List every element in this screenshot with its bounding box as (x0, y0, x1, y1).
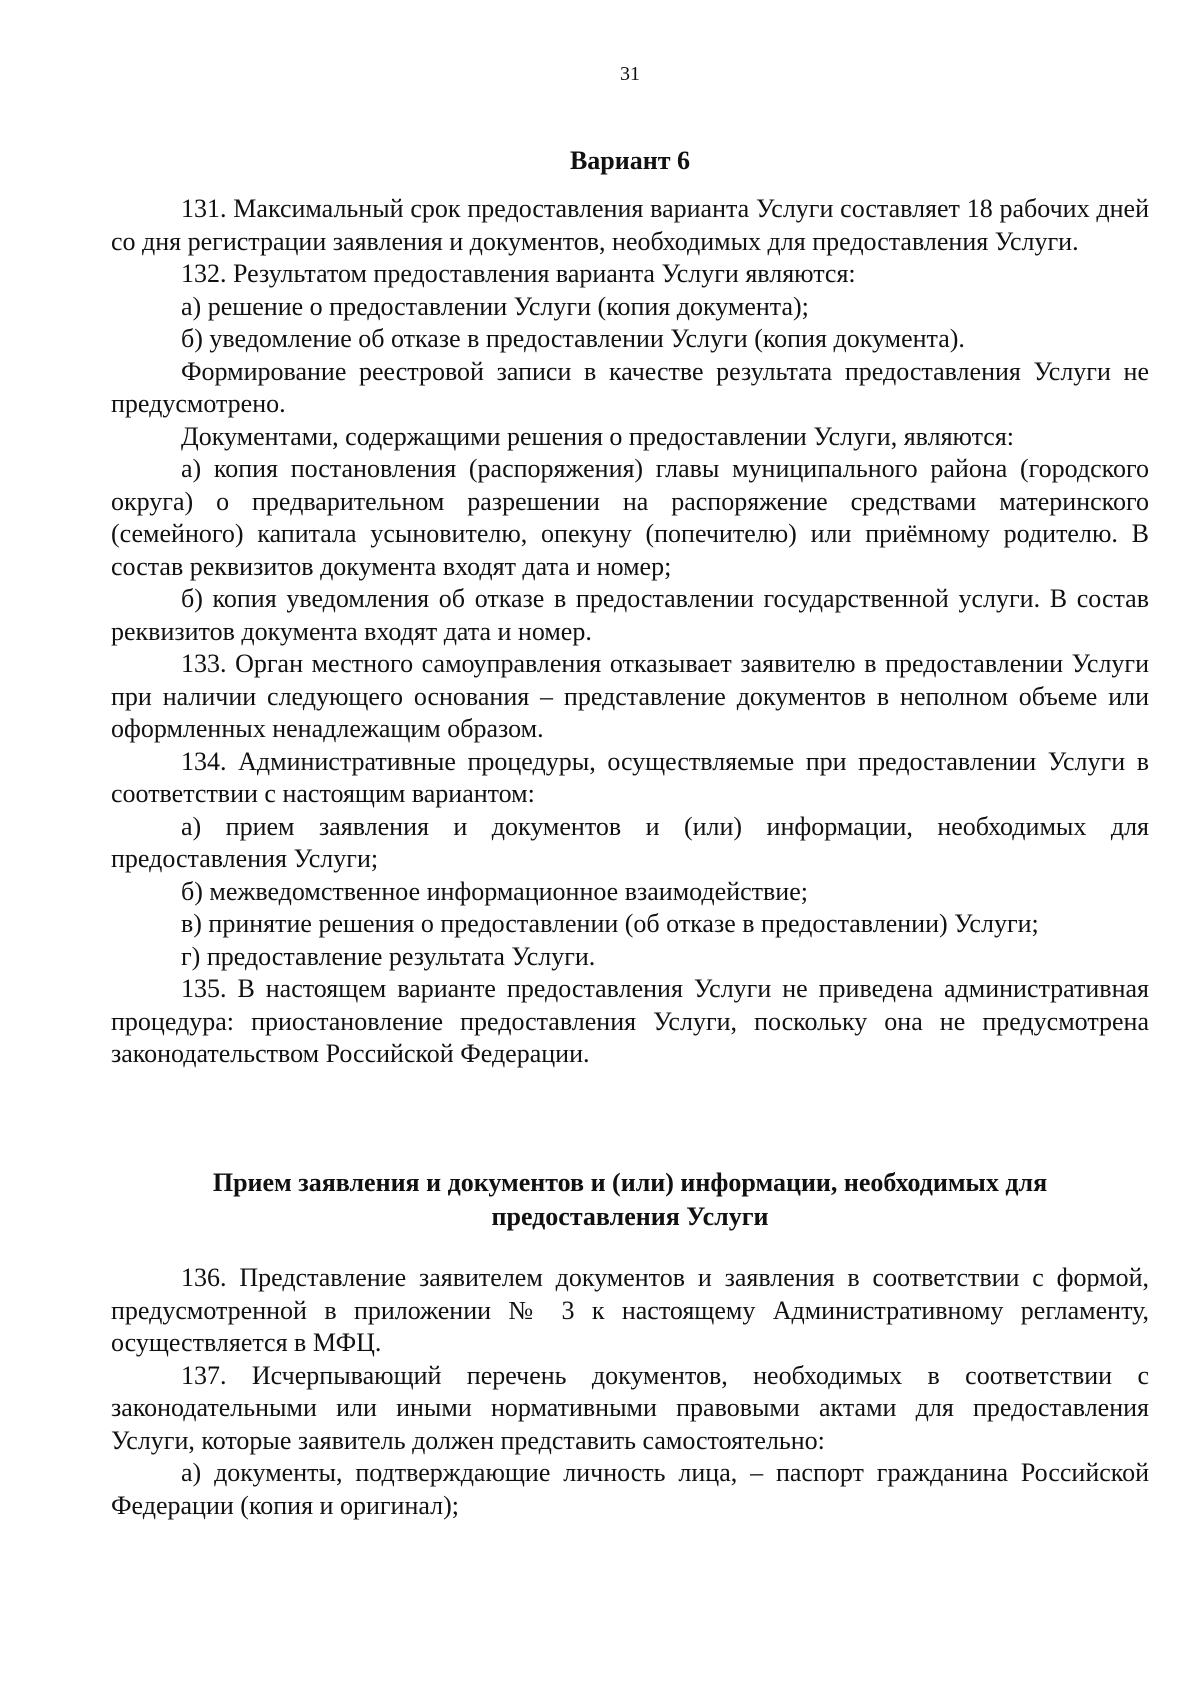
section-heading-line-1: Прием заявления и документов и (или) информации, необходимых для (212, 1168, 1048, 1197)
paragraph-134: 134. Административные процедуры, осуществляемые при предоставлении Услуги в соответствии с настоящим вариантом: (111, 746, 1149, 808)
list-item-132-a: а) решение о предоставлении Услуги (копия документа); (181, 291, 809, 321)
paragraph-132: 132. Результатом предоставления варианта Услуги являются: (181, 259, 856, 288)
paragraph-136: 136. Представление заявителем документов и заявления в соответствии с формой, предусмотренной в приложении № 3 к настоящему Административному регламенту, осуществляется в МФЦ. (111, 1263, 1149, 1357)
list-item-137-a: а) документы, подтверждающие личность лица, – паспорт гражданина Российской Федерации (копия и оригинал); (111, 1458, 1149, 1520)
body-section-2 (111, 1262, 1149, 1522)
list-item-134-c: в) принятие решения о предоставлении (об отказе в предоставлении) Услуги; (181, 909, 1039, 938)
body-section-1 (111, 193, 1149, 1071)
list-item-134-d: г) предоставление результата Услуги. (181, 941, 596, 971)
paragraph-131: 131. Максимальный срок предоставления варианта Услуги составляет 18 рабочих дней со дня регистрации заявления и документов, необходимых для предоставления Услуги. (111, 194, 1149, 256)
paragraph-registry-note: Формирование реестровой записи в качестве результата предоставления Услуги не предусмотрено. (111, 356, 1149, 418)
list-item-decision-b: б) копия уведомления об отказе в предоставлении государственной услуги. В состав реквизитов документа входят дата и номер. (111, 584, 1149, 646)
list-item-132-b: б) уведомление об отказе в предоставлении Услуги (копия документа). (181, 324, 965, 353)
list-item-decision-a: а) копия постановления (распоряжения) главы муниципального района (городского округа) о предварительном разрешении на распоряжение средствами материнского (семейного) капитала усыновителю, опекуну (попечителю) или приёмному родителю. В состав реквизитов документа входят дата и номер; (111, 454, 1149, 581)
variant-heading: Вариант 6 (569, 146, 691, 175)
page-number: 31 (620, 63, 640, 85)
paragraph-133: 133. Орган местного самоуправления отказывает заявителю в предоставлении Услуги при наличии следующего основания – представление документов в неполном объеме или оформленных ненадлежащим образом. (111, 649, 1149, 743)
list-item-134-a: а) прием заявления и документов и (или) информации, необходимых для предоставления Услуги; (111, 811, 1149, 873)
section-heading-line-2: предоставления Услуги (491, 1202, 769, 1231)
paragraph-decision-documents: Документами, содержащими решения о предоставлении Услуги, являются: (181, 421, 1015, 451)
section-heading (111, 1166, 1149, 1234)
list-item-134-b: б) межведомственное информационное взаимодействие; (181, 876, 808, 906)
paragraph-137: 137. Исчерпывающий перечень документов, необходимых в соответствии с законодательными или иными нормативными правовыми актами для предоставления Услуги, которые заявитель должен представить самостоятельно: (111, 1360, 1149, 1455)
paragraph-135: 135. В настоящем варианте предоставления Услуги не приведена административная процедура: приостановление предоставления Услуги, поскольку она не предусмотрена законодательством Российской Федерации. (111, 974, 1149, 1068)
